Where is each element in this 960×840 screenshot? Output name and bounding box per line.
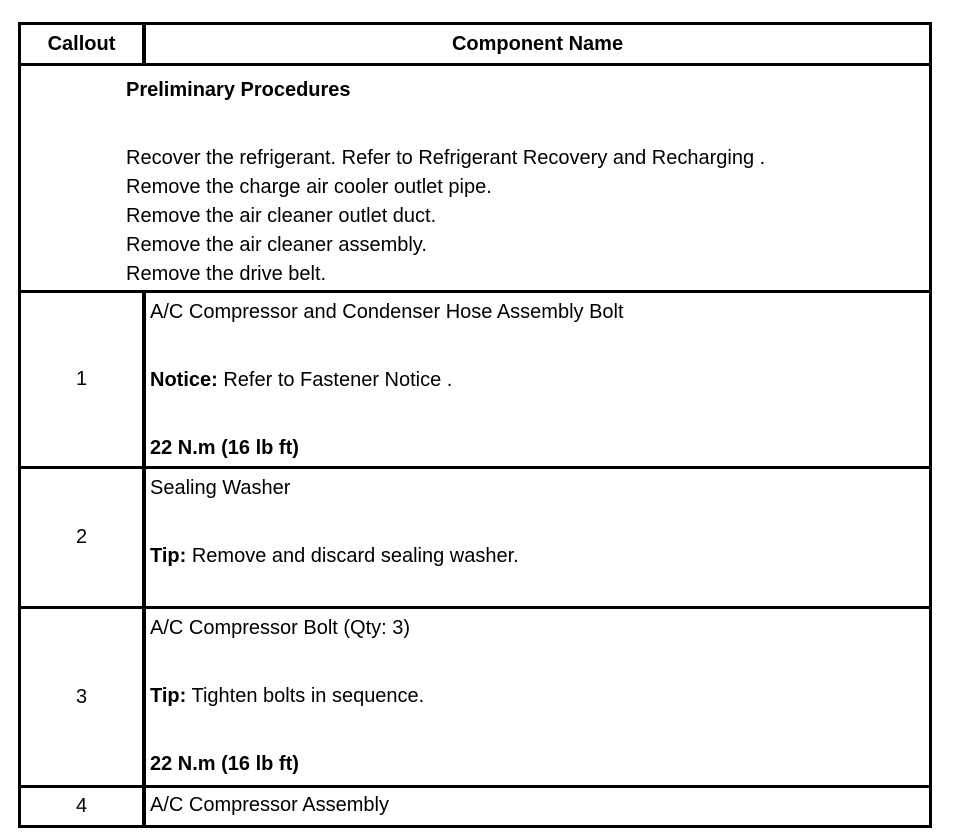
header-callout xyxy=(21,25,146,66)
component-name: A/C Compressor and Condenser Hose Assembly Bolt xyxy=(150,301,624,323)
component-note xyxy=(150,544,519,568)
callout-cell xyxy=(21,293,146,469)
note-label: Tip: xyxy=(150,545,187,567)
callout-number: 4 xyxy=(75,795,88,817)
note-label: Notice: xyxy=(150,369,218,391)
preliminary-step: Remove the drive belt. xyxy=(126,263,327,285)
component-note xyxy=(150,684,424,708)
component-table xyxy=(18,22,932,828)
callout-number: 2 xyxy=(75,526,88,548)
callout-cell xyxy=(21,788,146,825)
note-text: Refer to Fastener Notice . xyxy=(217,369,453,391)
torque-spec: 22 N.m (16 lb ft) xyxy=(150,753,299,775)
note-label: Tip: xyxy=(150,685,187,707)
torque-spec: 22 N.m (16 lb ft) xyxy=(150,437,299,459)
callout-cell xyxy=(21,609,146,788)
preliminary-steps xyxy=(126,144,929,289)
component-cell xyxy=(146,469,929,609)
header-callout-label: Callout xyxy=(47,32,116,55)
preliminary-step: Remove the air cleaner outlet duct. xyxy=(126,205,437,227)
note-text: Tighten bolts in sequence. xyxy=(186,685,425,707)
component-note xyxy=(150,368,452,392)
callout-cell xyxy=(21,469,146,609)
component-cell xyxy=(146,609,929,788)
preliminary-procedures xyxy=(21,66,929,293)
component-name: A/C Compressor Bolt (Qty: 3) xyxy=(150,617,411,639)
component-name: Sealing Washer xyxy=(150,477,291,499)
component-cell xyxy=(146,788,929,825)
preliminary-step: Remove the air cleaner assembly. xyxy=(126,234,427,256)
callout-number: 1 xyxy=(75,368,88,390)
preliminary-step: Remove the charge air cooler outlet pipe. xyxy=(126,176,492,198)
preliminary-title: Preliminary Procedures xyxy=(126,79,351,101)
note-text: Remove and discard sealing washer. xyxy=(186,545,519,567)
callout-number: 3 xyxy=(75,685,88,708)
component-name: A/C Compressor Assembly xyxy=(150,794,389,816)
preliminary-step: Recover the refrigerant. Refer to Refrigerant Recovery and Recharging . xyxy=(126,147,766,169)
component-cell xyxy=(146,293,929,469)
header-component xyxy=(146,25,929,66)
header-component-label: Component Name xyxy=(451,32,624,55)
